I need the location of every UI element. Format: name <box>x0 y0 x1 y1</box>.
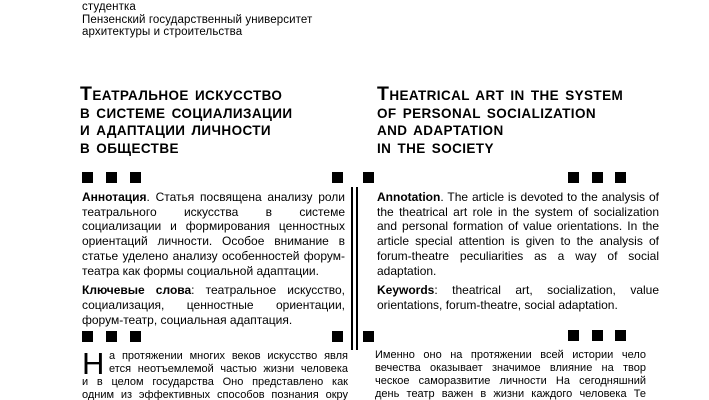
title-ru-line: И АДАПТАЦИИ ЛИЧНОСТИ <box>80 123 272 139</box>
keywords-label-en: Keywords <box>377 283 435 298</box>
decor-square <box>130 331 141 342</box>
decor-square <box>82 172 93 183</box>
decor-square <box>363 331 374 342</box>
annotation-separator-ru: . <box>146 190 156 204</box>
annotation-text-en: The article is devoted to the analysis of the theatrical art role in the system of socialization and personal formation of value orientations. In the article special attention is given to the analysis of forum-theatre peculiarities as a way of social adaptation. <box>377 190 659 278</box>
annotation-text-ru: Статья посвящена анализу роли театрального искусства в системе социализации и формирования ценностных ориентаций личности. Особое внимание в статье уделено анализу особенностей форум-театра как формы социальной адаптации. <box>82 190 345 278</box>
annotation-paragraph-en <box>377 190 659 278</box>
title-en-line: IN THE SOCIETY <box>377 141 494 157</box>
affiliation-line: архитектуры и строительства <box>82 26 243 39</box>
decor-square-bottom-center-left <box>332 331 343 342</box>
title-en <box>377 83 672 158</box>
keywords-text-ru: театральное искусство, социализация, ценностные ориентации, форум-театр, социальная адаптация. <box>82 283 345 327</box>
body-text-left <box>82 346 348 400</box>
decor-square <box>130 172 141 183</box>
title-en-line: OF PERSONAL SOCIALIZATION <box>377 105 597 121</box>
decor-square <box>615 330 626 341</box>
decor-squares-bottom-right <box>568 330 626 341</box>
keywords-label-ru: Ключевые слова <box>82 283 192 298</box>
keywords-paragraph-en <box>377 283 659 312</box>
keywords-text-en: theatrical art, socialization, value orientations, forum-theatre, social adaptation. <box>377 283 660 312</box>
decor-square <box>592 330 603 341</box>
annotation-label-ru: Аннотация <box>82 190 147 204</box>
column-divider-double-rule <box>351 187 358 350</box>
decor-square <box>568 330 579 341</box>
decor-square <box>615 172 626 183</box>
affiliation-line: Пензенский государственный университет <box>82 13 313 26</box>
title-en-line: THEATRICAL ART IN THE SYSTEM <box>377 83 624 105</box>
decor-square <box>332 172 343 183</box>
decor-square-bottom-center-right <box>363 331 374 342</box>
body-line: день театр важен в жизни каждого человека Те <box>375 388 646 400</box>
decor-square <box>332 331 343 342</box>
decor-square-top-center-right <box>363 172 374 183</box>
decor-squares-bottom-left <box>82 331 141 342</box>
keywords-paragraph-ru <box>82 283 345 327</box>
author-affiliation <box>82 1 312 39</box>
decor-squares-top-right <box>568 172 626 183</box>
body-line: вечества оказывает значимое влияние на твор <box>375 362 646 374</box>
abstract-ru <box>82 190 345 327</box>
title-ru <box>80 83 365 158</box>
decor-square <box>106 172 117 183</box>
decor-square <box>363 172 374 183</box>
keywords-separator-ru: : <box>191 283 206 298</box>
decor-square <box>82 331 93 342</box>
title-ru-line: В СИСТЕМЕ СОЦИАЛИЗАЦИИ <box>80 105 293 121</box>
body-line: ется неотъемлемой частью жизни человека <box>109 363 348 375</box>
title-ru-line: В ОБЩЕСТВЕ <box>80 141 179 157</box>
title-ru-line: ТЕАТРАЛЬНОЕ ИСКУССТВО <box>80 83 283 105</box>
body-line: ческое саморазвитие личности На сегодняшний <box>375 375 646 387</box>
body-line: одним из эффективных способов познания окру <box>82 389 348 400</box>
decor-square <box>568 172 579 183</box>
decor-squares-top-left <box>82 172 141 183</box>
abstract-en <box>377 190 659 313</box>
keywords-separator-en: : <box>434 283 453 298</box>
title-en-line: AND ADAPTATION <box>377 123 504 139</box>
annotation-paragraph-ru <box>82 190 345 278</box>
body-line: а протяжении многих веков искусство явля <box>109 350 348 362</box>
drop-cap: Н <box>82 346 105 381</box>
decor-square <box>592 172 603 183</box>
body-line: и в целом государства Оно представлено как <box>82 376 348 388</box>
decor-square <box>106 331 117 342</box>
body-line: Именно оно на протяжении всей истории чело <box>375 349 646 361</box>
annotation-label-en: Annotation <box>377 190 441 204</box>
affiliation-line: студентка <box>82 1 136 13</box>
annotation-separator-en: . <box>440 190 448 204</box>
decor-square-top-center-left <box>332 172 343 183</box>
body-text-right <box>375 349 646 400</box>
